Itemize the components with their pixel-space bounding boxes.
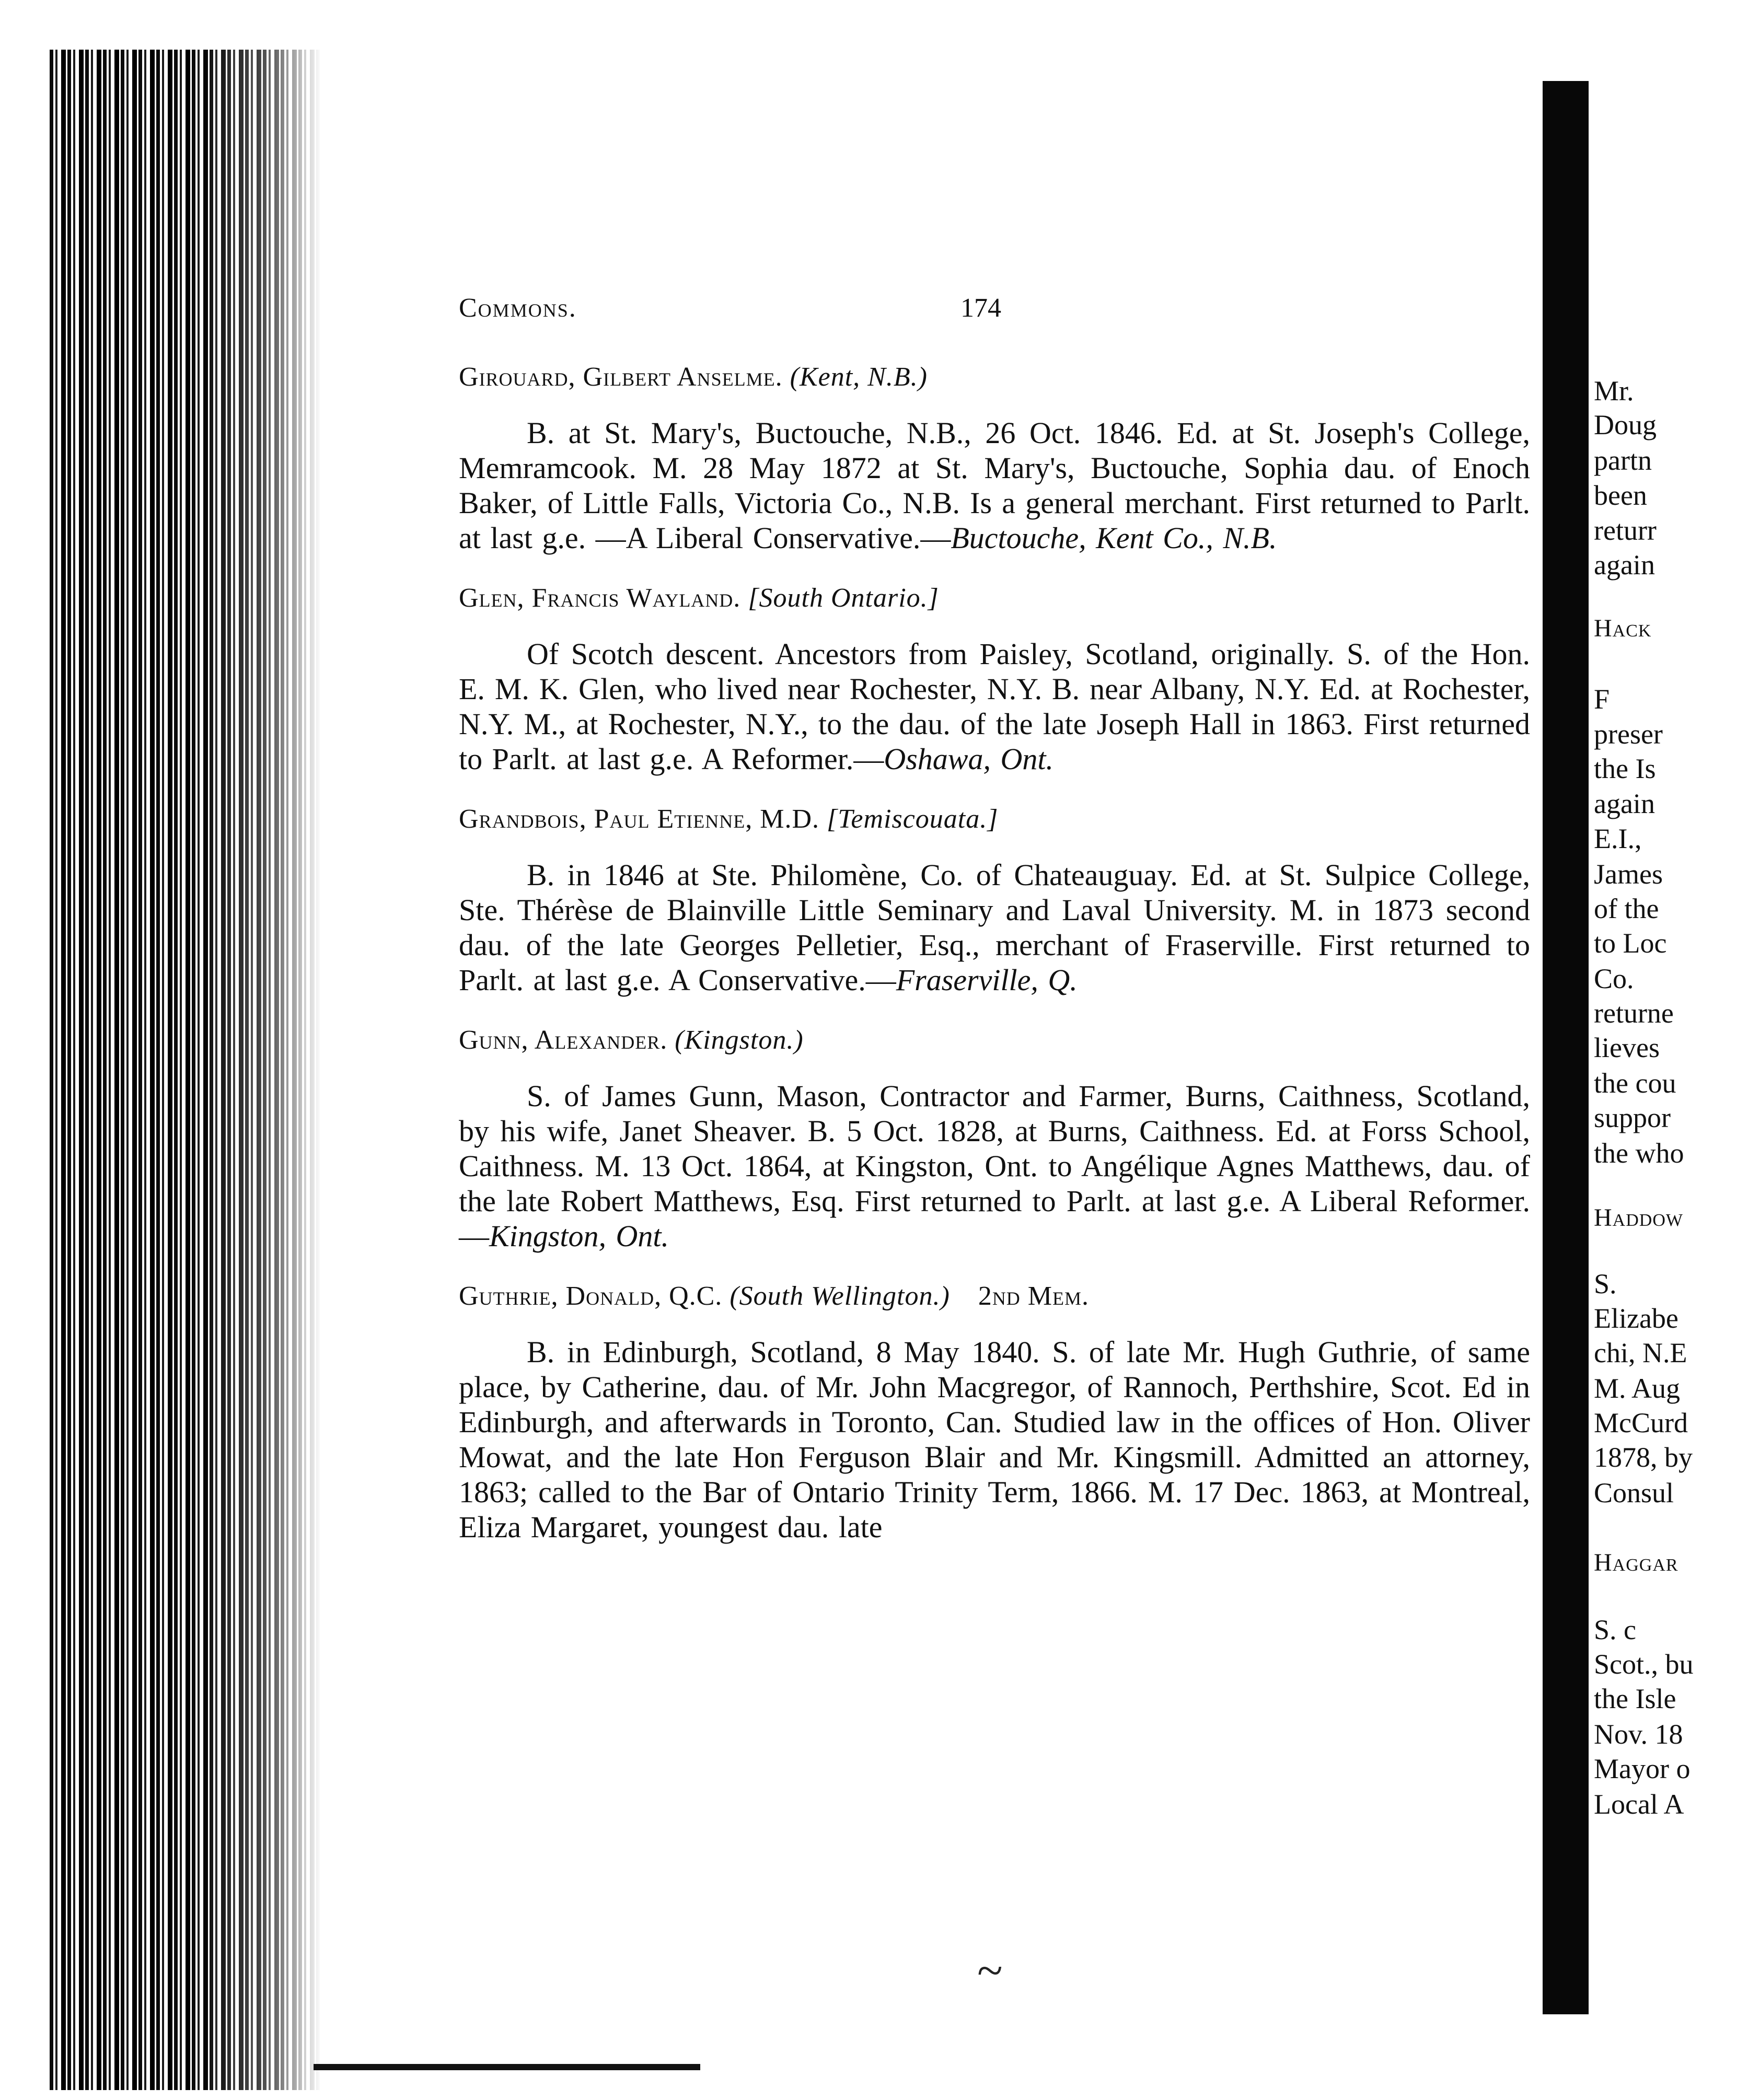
member-entry — [459, 583, 1530, 776]
biography-text: B. in 1846 at Ste. Philomène, Co. of Chateauguay. Ed. at St. Sulpice College, Ste. Thérèse de Blainville Little Seminary and Laval University. M. in 1873 second dau. of the late Georges Pelletier, Esq., merchant of Fraserville. First returned to Parlt. at last g.e. A Conservative.— — [459, 858, 1530, 997]
member-riding: (Kent, N.B.) — [790, 362, 928, 392]
fragment-line: the Is — [1594, 753, 1656, 784]
next-page-fragment — [1594, 0, 1748, 2100]
page-number: 174 — [960, 293, 1001, 323]
section-label: Commons. — [459, 293, 577, 323]
member-riding: (Kingston.) — [675, 1025, 804, 1055]
fragment-line: McCurd — [1594, 1407, 1688, 1438]
member-tag: 2nd Mem. — [978, 1281, 1090, 1311]
fragment-line: of the — [1594, 893, 1659, 924]
fragment-line: suppor — [1594, 1102, 1671, 1133]
fragment-line: again — [1594, 788, 1655, 819]
fragment-line: Scot., bu — [1594, 1649, 1694, 1680]
member-residence: Kingston, Ont. — [489, 1219, 669, 1253]
page-gutter-shadow — [1543, 81, 1589, 2014]
fragment-line: Haddow — [1594, 1204, 1683, 1232]
fragment-line: Haggar — [1594, 1549, 1678, 1576]
fragment-line: to Loc — [1594, 927, 1667, 959]
member-name: Gunn, Alexander. — [459, 1025, 668, 1055]
fragment-line: Mayor o — [1594, 1753, 1691, 1784]
fragment-line: chi, N.E — [1594, 1337, 1687, 1368]
entry-biography — [459, 1335, 1530, 1545]
fragment-line: Co. — [1594, 963, 1634, 994]
fragment-line: Consul — [1594, 1477, 1674, 1509]
entry-biography — [459, 636, 1530, 776]
entry-heading — [459, 362, 1530, 392]
member-riding: (South Wellington.) — [730, 1281, 950, 1311]
fragment-line: again — [1594, 549, 1655, 581]
ink-scribble-mark: ~ — [977, 1945, 1003, 1997]
fragment-line: returne — [1594, 997, 1674, 1029]
fragment-line: M. Aug — [1594, 1373, 1681, 1404]
entry-heading — [459, 583, 1530, 613]
fragment-line: the cou — [1594, 1068, 1676, 1099]
member-residence: Oshawa, Ont. — [884, 742, 1054, 776]
fragment-line: lieves — [1594, 1032, 1660, 1063]
entry-biography — [459, 415, 1530, 555]
fragment-line: F — [1594, 683, 1610, 715]
entry-biography — [459, 1078, 1530, 1254]
entry-heading — [459, 1281, 1530, 1312]
member-residence: Fraserville, Q. — [896, 963, 1078, 997]
fragment-line: Nov. 18 — [1594, 1719, 1683, 1750]
biography-text: B. in Edinburgh, Scotland, 8 May 1840. S. of late Mr. Hugh Guthrie, of same place, by Catherine, dau. of Mr. John Macgregor, of Rannoch, Perthshire, Scot. Ed in Edinburgh, and afterwards in Toronto, Can. Studied law in the offices of Hon. Oliver Mowat, and the late Hon Ferguson Blair and Mr. Kingsmill. Admitted an attorney, 1863; called to the Bar of Ontario Trinity Term, 1866. M. 17 Dec. 1863, at Montreal, Eliza Margaret, youngest dau. late — [459, 1335, 1530, 1544]
fragment-line: the who — [1594, 1138, 1684, 1169]
member-name: Grandbois, Paul Etienne, M.D. — [459, 804, 819, 834]
fragment-line: preser — [1594, 718, 1663, 750]
fragment-line: Elizabe — [1594, 1303, 1678, 1334]
fragment-line: the Isle — [1594, 1683, 1676, 1714]
member-entry — [459, 1281, 1530, 1545]
entry-heading — [459, 1025, 1530, 1055]
entry-heading — [459, 804, 1530, 834]
fragment-line: James — [1594, 858, 1663, 890]
fragment-line: returr — [1594, 515, 1657, 546]
fragment-line: 1878, by — [1594, 1442, 1693, 1473]
member-entry — [459, 1025, 1530, 1254]
fragment-line: S. — [1594, 1268, 1617, 1300]
page-content — [459, 293, 1530, 1545]
biography-text: B. at St. Mary's, Buctouche, N.B., 26 Oct. 1846. Ed. at St. Joseph's College, Memramcook. M. 28 May 1872 at St. Mary's, Buctouche, Sophia dau. of Enoch Baker, of Little Falls, Victoria Co., N.B. Is a general merchant. First returned to Parlt. at last g.e. —A Liberal Conservative.— — [459, 416, 1530, 555]
fragment-line: Doug — [1594, 409, 1657, 440]
fragment-line: Hack — [1594, 614, 1652, 642]
fragment-line: been — [1594, 480, 1647, 511]
biography-text: Of Scotch descent. Ancestors from Paisley, Scotland, originally. S. of the Hon. E. M. K. Glen, who lived near Rochester, N.Y. B. near Albany, N.Y. Ed. at Rochester, N.Y. M., at Rochester, N.Y., to the dau. of the late Joseph Hall in 1863. First returned to Parlt. at last g.e. A Reformer.— — [459, 637, 1530, 776]
member-riding: [South Ontario.] — [748, 583, 939, 613]
fragment-line: Mr. — [1594, 375, 1634, 407]
member-entry — [459, 804, 1530, 997]
fragment-line: Local A — [1594, 1789, 1684, 1820]
member-name: Glen, Francis Wayland. — [459, 583, 741, 613]
running-head — [459, 293, 1530, 334]
member-entry — [459, 362, 1530, 555]
bottom-edge-rule — [314, 2064, 700, 2070]
book-spine-edge — [50, 50, 321, 2090]
member-residence: Buctouche, Kent Co., N.B. — [951, 521, 1277, 555]
fragment-line: E.I., — [1594, 823, 1642, 854]
entry-biography — [459, 857, 1530, 997]
member-name: Guthrie, Donald, Q.C. — [459, 1281, 723, 1311]
fragment-line: S. c — [1594, 1614, 1636, 1645]
member-riding: [Temiscouata.] — [827, 804, 999, 834]
fragment-line: partn — [1594, 445, 1652, 476]
biography-text: S. of James Gunn, Mason, Contractor and Farmer, Burns, Caithness, Scotland, by his wife, Janet Sheaver. B. 5 Oct. 1828, at Burns, Caithness. Ed. at Forss School, Caithness. M. 13 Oct. 1864, at Kingston, Ont. to Angélique Agnes Matthews, dau. of the late Robert Matthews, Esq. First returned to Parlt. at last g.e. A Liberal Reformer.— — [459, 1079, 1530, 1253]
member-name: Girouard, Gilbert Anselme. — [459, 362, 783, 392]
